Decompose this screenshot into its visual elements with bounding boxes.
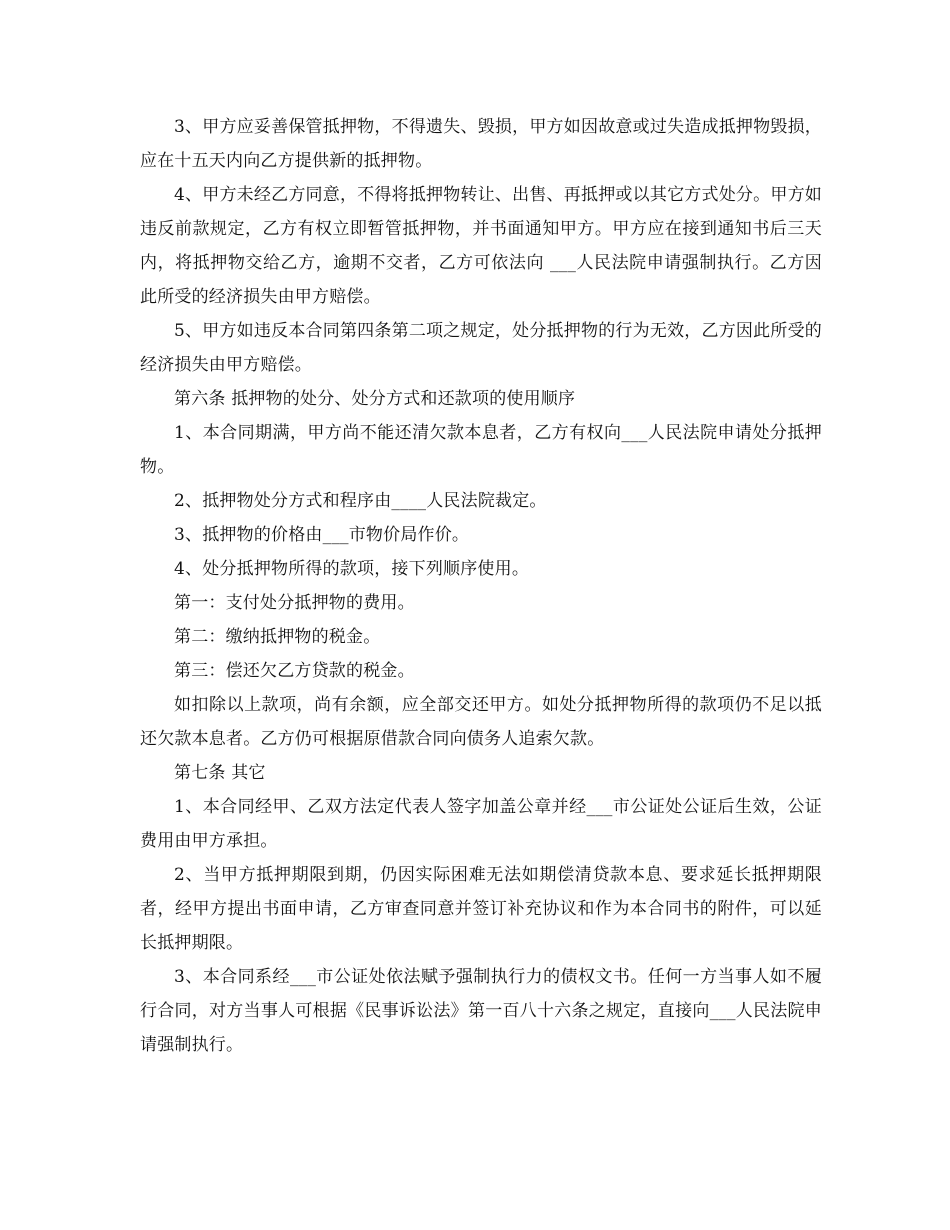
article-7-heading: 第七条 其它 <box>174 763 266 783</box>
article-6-item-3: 3、抵押物的价格由___市物价局作价。 <box>174 525 470 545</box>
article-6-item-1: 1、本合同期满，甲方尚不能还清欠款本息者，乙方有权向___人民法院申请处分抵押物。 <box>140 423 822 477</box>
clause-5-paragraph: 5、甲方如违反本合同第四条第二项之规定，处分抵押物的行为无效，乙方因此所受的经济损失由甲方赔偿。 <box>140 321 822 375</box>
article-6-item-2: 2、抵押物处分方式和程序由____人民法院裁定。 <box>174 491 547 511</box>
article-6-item-4: 4、处分抵押物所得的款项，接下列顺序使用。 <box>174 559 530 579</box>
clause-3-paragraph: 3、甲方应妥善保管抵押物，不得遗失、毁损，甲方如因故意或过失造成抵押物毁损，应在十五天内向乙方提供新的抵押物。 <box>140 117 822 171</box>
document-page <box>140 110 822 1062</box>
article-7-item-2: 2、当甲方抵押期限到期，仍因实际困难无法如期偿清贷款本息、要求延长抵押期限者，经甲方提出书面申请，乙方审查同意并签订补充协议和作为本合同书的附件，可以延长抵押期限。 <box>140 865 822 953</box>
clause-4-paragraph: 4、甲方未经乙方同意，不得将抵押物转让、出售、再抵押或以其它方式处分。甲方如违反前款规定，乙方有权立即暂管抵押物，并书面通知甲方。甲方应在接到通知书后三天内，将抵押物交给乙方，逾期不交者，乙方可依法向 ___人民法院申请强制执行。乙方因此所受的经济损失由甲方赔偿。 <box>140 185 822 307</box>
order-second: 第二：缴纳抵押物的税金。 <box>174 627 381 647</box>
order-first: 第一：支付处分抵押物的费用。 <box>174 593 415 613</box>
article-6-heading: 第六条 抵押物的处分、处分方式和还款项的使用顺序 <box>174 389 576 409</box>
remainder-paragraph: 如扣除以上款项，尚有余额，应全部交还甲方。如处分抵押物所得的款项仍不足以抵还欠款本息者。乙方仍可根据原借款合同向债务人追索欠款。 <box>140 695 822 749</box>
article-7-item-1: 1、本合同经甲、乙双方法定代表人签字加盖公章并经___市公证处公证后生效，公证费用由甲方承担。 <box>140 797 822 851</box>
article-7-item-3: 3、本合同系经___市公证处依法赋予强制执行力的债权文书。任何一方当事人如不履行合同，对方当事人可根据《民事诉讼法》第一百八十六条之规定，直接向___人民法院申请强制执行。 <box>140 967 822 1055</box>
order-third: 第三：偿还欠乙方贷款的税金。 <box>174 661 415 681</box>
